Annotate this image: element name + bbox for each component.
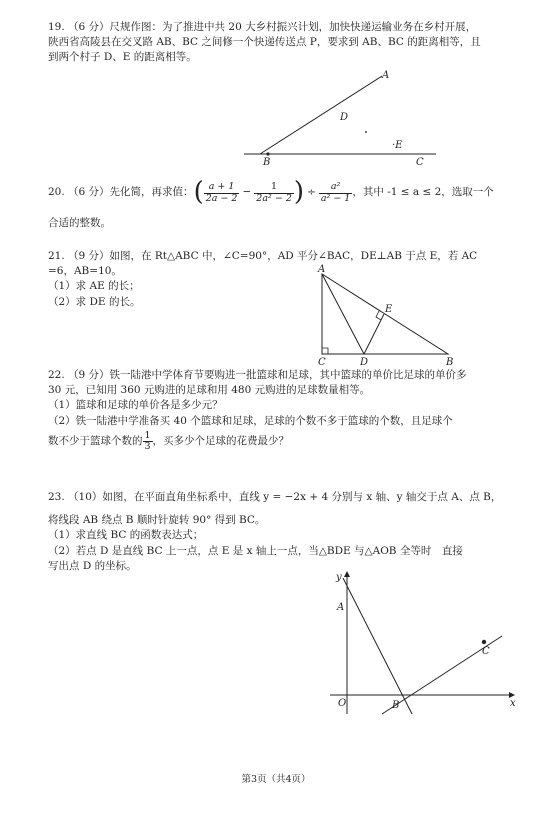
label-a: A xyxy=(337,602,345,613)
segment-ad xyxy=(322,274,364,354)
q22-line-2: 30 元，已知用 360 元购进的足球和用 480 元购进的足球数量相等。 xyxy=(48,384,371,397)
q23-sub-2: （2）若点 D 是直线 BC 上一点，点 E 是 x 轴上一点，当△BDE 与△AOB 全等时 直接 xyxy=(48,544,463,557)
q22-line-4-post: ，买多少个足球的花费最少？ xyxy=(152,435,290,448)
q20-suffix: ，其中 -1 ≤ a ≤ 2，选取一个 xyxy=(352,186,494,199)
minus-sign: − xyxy=(242,186,252,199)
label-d: D xyxy=(360,357,369,368)
right-angle-e xyxy=(376,311,381,320)
q21-line-1: 21. （9 分）如图，在 Rt△ABC 中，∠C=90°，AD 平分∠BAC，DE⊥AB 于点 E，若 AC xyxy=(48,250,478,262)
label-x: x xyxy=(510,698,516,709)
question-23 xyxy=(48,490,514,574)
left-paren: ( xyxy=(193,177,204,208)
line-ab xyxy=(343,578,412,714)
label-c: C xyxy=(318,357,326,368)
f3-denominator: a² − 1 xyxy=(320,192,351,204)
f1-numerator: a + 1 xyxy=(204,182,240,193)
q23-line-1: 23. （10）如图，在平面直角坐标系中，直线 y = −2x + 4 分别与 x 轴、y 轴交于点 A、点 B， xyxy=(48,491,502,503)
ray-ba xyxy=(260,76,382,154)
label-o: O xyxy=(338,698,347,709)
q22-line-1: 22. （9 分）铁一陆港中学体育节要购进一批篮球和足球，其中篮球的单价比足球的单价多 xyxy=(48,369,467,381)
q20-prefix: 20. （6 分）先化简，再求值： xyxy=(48,186,194,199)
q23-sub-3: 写出点 D 的坐标。 xyxy=(48,559,137,572)
question-20 xyxy=(48,176,514,231)
q21-line-2: =6，AB=10。 xyxy=(48,265,122,278)
q22-line-4 xyxy=(48,431,514,453)
q21-sub-1: （1）求 AE 的长； xyxy=(48,280,140,293)
page-footer: 第3页（共4页） xyxy=(241,774,311,785)
speck xyxy=(365,131,367,133)
q21-sub-2: （2）求 DE 的长。 xyxy=(48,295,141,308)
q20-line-1 xyxy=(48,176,514,210)
label-a: A xyxy=(382,70,390,81)
right-angle-c xyxy=(322,348,328,354)
label-e: ·E xyxy=(392,140,403,151)
q22-frac-numerator: 1 xyxy=(144,429,151,441)
q23-figure xyxy=(322,568,520,716)
q23-sub-1: （1）求直线 BC 的函数表达式； xyxy=(48,529,204,542)
question-19 xyxy=(48,20,514,66)
label-c: C xyxy=(416,157,424,168)
point-b xyxy=(266,152,269,155)
q19-line-2: 陕西省高陵县在交叉路 AB、BC 之间修一个快递传送点 P，要求到 AB、BC 的距离相等，且 xyxy=(48,36,481,49)
q22-fraction xyxy=(143,431,153,453)
divide-sign: ÷ xyxy=(307,186,316,199)
label-b: B xyxy=(446,357,454,368)
q22-sub-2: （2）铁一陆港中学准备买 40 个篮球和足球，足球的个数不多于篮球的个数，且足球个 xyxy=(48,414,453,427)
q21-figure xyxy=(312,264,460,370)
f3-numerator: a² xyxy=(319,182,353,193)
label-d: D xyxy=(340,112,349,123)
f2-denominator: 2a² − 2 xyxy=(256,192,292,204)
f1-denominator: 2a − 2 xyxy=(205,192,238,204)
q19-figure xyxy=(236,66,446,168)
point-c xyxy=(482,640,486,644)
label-c: C xyxy=(482,646,490,657)
q20-line-2: 合适的整数。 xyxy=(48,217,111,229)
question-22 xyxy=(48,368,514,453)
q20-fraction-2 xyxy=(254,182,294,204)
q19-line-1: 19. （6 分）尺规作图：为了推进中共 20 大乡村振兴计划，加快快递运输业务在乡村开展， xyxy=(48,21,477,33)
label-y: y xyxy=(336,572,342,583)
q22-line-4-pre: 数不少于篮球个数的 xyxy=(48,435,143,448)
label-b: B xyxy=(392,700,400,711)
label-a: A xyxy=(318,264,326,275)
q22-sub-1: （1）篮球和足球的单价各是多少元？ xyxy=(48,399,223,412)
q22-frac-denominator: 3 xyxy=(144,441,151,453)
label-e: E xyxy=(385,304,393,315)
label-b: B xyxy=(263,157,271,168)
q23-line-2: 将线段 AB 绕点 B 顺时针旋转 90° 得到 BC。 xyxy=(48,514,266,527)
q19-line-3: 到两个村子 D、E 的距离相等。 xyxy=(48,51,197,64)
f2-numerator: 1 xyxy=(254,182,294,193)
right-paren: ) xyxy=(293,177,305,208)
q20-fraction-1 xyxy=(204,182,240,204)
q20-fraction-3 xyxy=(319,182,353,204)
